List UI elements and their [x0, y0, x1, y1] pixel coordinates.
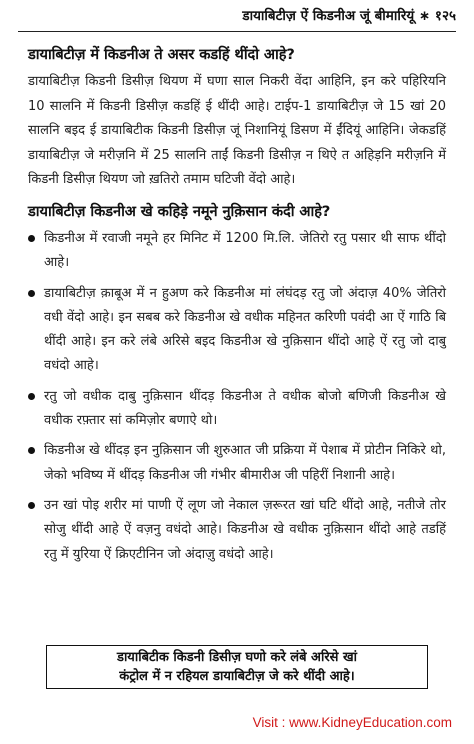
list-item [28, 385, 446, 434]
bullet-icon [28, 290, 35, 297]
list-item-text: किडनीअ खे थींदड़ इन नुक़िसान जी शुरुआत जी प्रक्रिया में पेशाब में प्रोटीन निकिरे थो, जेको भविष्य में थींदड़ किडनीअ जी गंभीर बीमारीअ जी पहिरीं निशानी आहे। [44, 443, 446, 483]
callout-line: कंट्रोल में न रहियल डायाबिटीज़ जे करे थींदी आहे। [119, 669, 355, 684]
list-item [28, 282, 446, 379]
header-rule [18, 31, 456, 32]
list-item-text: उन खां पोइ शरीर मां पाणी ऐं लूण जो नेकाल ज़रूरत खां घटि थींदो आहे, नतीजे तोर सोजु थींदी आहे ऐं वज़नु वधंदो आहे। किडनीअ खे वधीक नुक़िसान थींदो आहे तडहिं रतु में युरिया ऐं क्रिएटीनिन जो अंदाज़ु वधंदो आहे। [44, 497, 446, 562]
list-item-text: रतु जो वधीक दाबु नुक़िसान थींदड़ किडनीअ ते वधीक बोजो बणिजी किडनीअ खे वधीक रफ़्तार सां कमिज़ोर बणाऐ थो। [44, 388, 446, 429]
list-item-text: किडनीअ में रवाजी नमूने हर मिनिट में 1200 मि.लि. जेतिरो रतु पसार थी साफ थींदो आहे। [44, 230, 446, 271]
bullet-icon [28, 447, 35, 454]
section-heading: डायाबिटीज़ किडनीअ खे कहिड़े नमूने नुक़िसान कंदी आहे? [28, 202, 331, 220]
running-header: डायाबिटीज़ ऐं किडनीअ जूं बीमारियूं ∗ १२५ [242, 8, 456, 24]
website-link[interactable]: Visit : www.KidneyEducation.com [252, 715, 452, 730]
page-content [28, 44, 446, 573]
bullet-list [28, 227, 446, 567]
bullet-icon [28, 393, 35, 400]
list-item [28, 494, 446, 567]
bullet-icon [28, 235, 35, 242]
list-item-text: डायाबिटीज़ क़ाबूअ में न हुअण करे किडनीअ मां लंघंदड़ रतु जो अंदाज़ 40% जेतिरो वधी वेंदो आहे। इन सबब करे किडनीअ खे वधीक महिनत करिणी पवंदी आ ऐं गाठि बि थींदी आहे। इन करे लंबे अरिसे बइद किडनीअ खे नुक़िसान थींदो आहे ऐं रतु जो दाबु वधंदो आहे। [44, 285, 446, 374]
list-item [28, 439, 446, 488]
bullet-icon [28, 502, 35, 509]
section-heading: डायाबिटीज़ में किडनीअ ते असर कडहिं थींदो आहे? [28, 46, 295, 63]
callout-box [46, 645, 428, 689]
section-paragraph: डायाबिटीज़ किडनी डिसीज़ थियण में घणा साल निकरी वेंदा आहिनि, इन करे पहिरियनि 10 सालनि में किडनी डिसीज़ कडहिं ई थींदी आहे। टाईप-1 डायाबिटीज़ जे 15 खां 20 सालनि बइद ई डायाबिटीक किडनी डिसीज़ जूं निशानियूं डिसण में ईंदियूं आहिनि। जेकडहिं डायाबिटीज़ जे मरीज़नि में 25 सालनि ताईं किडनी डिसीज़ न थिऐ त अहिड़नि मरीज़नि में किडनी डिसीज़ थियण जो ख़तिरो तमाम घटिजी वेंदो आहे। [28, 74, 446, 188]
callout-line: डायाबिटीक किडनी डिसीज़ घणो करे लंबे अरिसे खां [116, 650, 357, 665]
list-item [28, 227, 446, 276]
